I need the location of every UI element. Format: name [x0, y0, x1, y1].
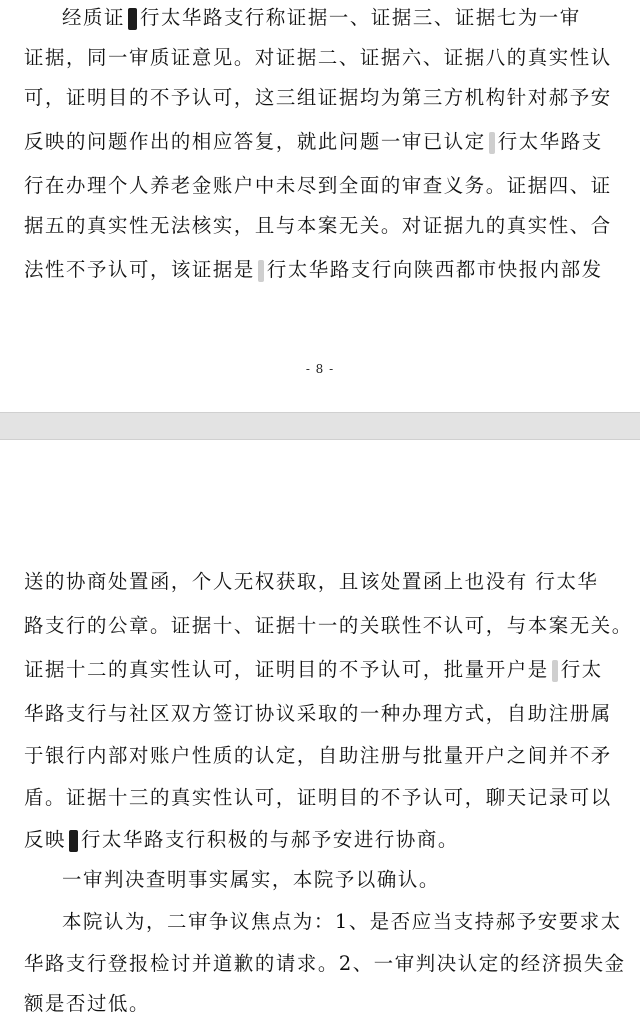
- text-line: 于银行内部对账户性质的认定，自助注册与批量开户之间并不矛: [24, 744, 612, 767]
- text-segment: 反映的问题作出的相应答复，就此问题一审已认定: [24, 130, 486, 153]
- text-line: 证据，同一审质证意见。对证据二、证据六、证据八的真实性认: [24, 46, 612, 69]
- text-line: 一审判决查明事实属实，本院予以确认。: [62, 868, 440, 891]
- text-line: 额是否过低。: [24, 992, 150, 1015]
- redaction-mark: [489, 132, 495, 154]
- text-line: [24, 828, 620, 852]
- document-page-bottom: [0, 440, 640, 1023]
- page-number: - 8 -: [305, 362, 335, 376]
- text-segment: 证据十二的真实性认可，证明目的不予认可，批量开户是: [24, 658, 549, 681]
- redaction-mark: [552, 660, 558, 682]
- text-line: 本院认为，二审争议焦点为：1、是否应当支持郝予安要求太: [62, 910, 622, 933]
- text-line: 华路支行与社区双方签订协议采取的一种办理方式，自助注册属: [24, 702, 612, 725]
- text-segment: 行太华路支: [497, 130, 603, 153]
- text-line: 可，证明目的不予认可，这三组证据均为第三方机构针对郝予安: [24, 86, 612, 109]
- document-page-top: [0, 0, 640, 412]
- text-line: 据五的真实性无法核实，且与本案无关。对证据九的真实性、合: [24, 214, 612, 237]
- text-line: [24, 130, 620, 154]
- text-segment: 经质证: [62, 6, 125, 29]
- text-line: [62, 6, 620, 30]
- text-line: 行在办理个人养老金账户中未尽到全面的审查义务。证据四、证: [24, 174, 612, 197]
- redaction-mark: [258, 260, 264, 282]
- text-segment: 行太华路支行向陕西都市快报内部发: [266, 258, 603, 281]
- text-segment: 法性不予认可，该证据是: [24, 258, 255, 281]
- redaction-mark: [69, 830, 78, 852]
- page-separator: [0, 412, 640, 440]
- text-segment: 行太: [560, 658, 603, 681]
- text-line: 盾。证据十三的真实性认可，证明目的不予认可，聊天记录可以: [24, 786, 612, 809]
- text-segment: 行太华路支行称证据一、证据三、证据七为一审: [139, 6, 581, 29]
- text-segment: 行太华路支行积极的与郝予安进行协商。: [80, 828, 459, 851]
- text-segment: 反映: [24, 828, 66, 851]
- text-line: [24, 258, 620, 282]
- text-line: 路支行的公章。证据十、证据十一的关联性不认可，与本案无关。: [24, 614, 633, 637]
- text-line: [24, 658, 620, 682]
- redaction-mark: [128, 8, 137, 30]
- text-line: 华路支行登报检讨并道歉的请求。2、一审判决认定的经济损失金: [24, 952, 626, 975]
- text-line: 送的协商处置函，个人无权获取，且该处置函上也没有 行太华: [24, 570, 599, 593]
